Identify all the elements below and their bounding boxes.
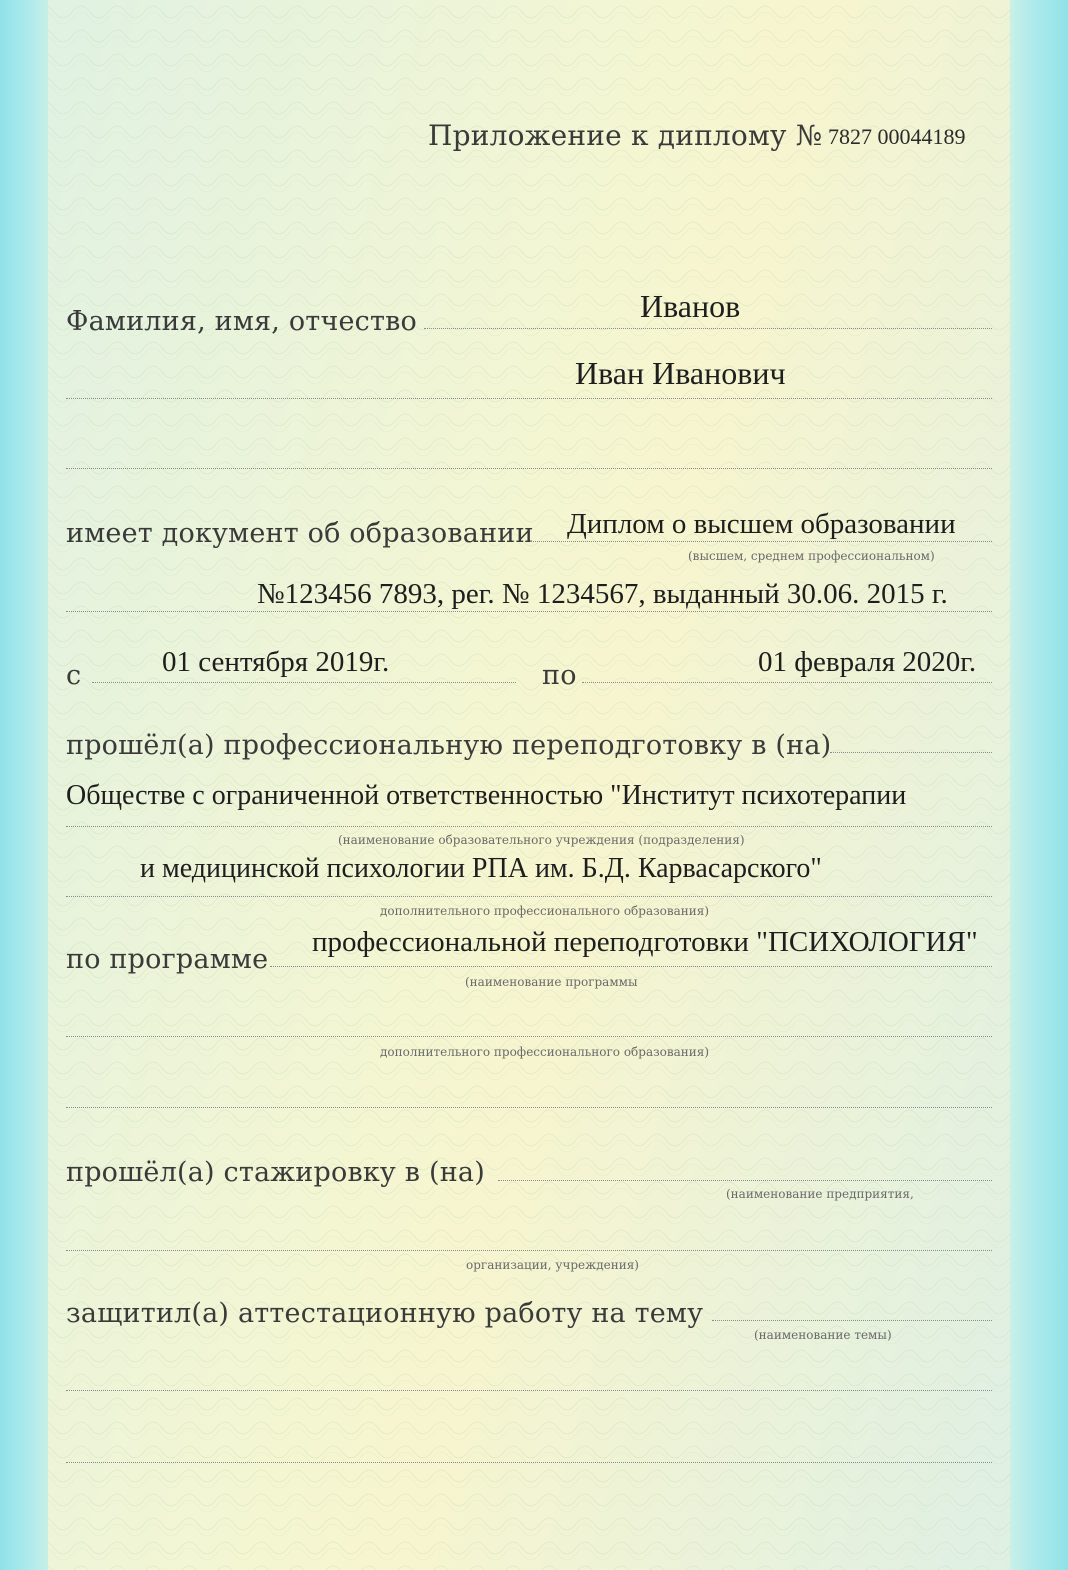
thesis-line-3: [66, 1462, 992, 1463]
program-label: по программе: [66, 944, 269, 975]
education-doc-details: №123456 7893, рег. № 1234567, выданный 30.06. 2015 г.: [257, 578, 948, 610]
program-hint-2: дополнительного профессионального образования): [380, 1045, 710, 1059]
period-from-line: [92, 682, 516, 683]
program-line: [270, 966, 992, 967]
right-decorative-border: [1010, 0, 1068, 1570]
education-level-hint: (высшем, среднем профессиональном): [688, 549, 935, 563]
period-from-label: с: [66, 660, 82, 691]
period-to-value: 01 февраля 2020г.: [758, 646, 977, 678]
program-line-2: [66, 1036, 992, 1037]
internship-hint-2: организации, учреждения): [466, 1258, 639, 1272]
program-line-3: [66, 1107, 992, 1108]
surname-value: Иванов: [640, 288, 741, 324]
period-from-value: 01 сентября 2019г.: [162, 646, 390, 678]
education-doc-line: [530, 541, 992, 542]
period-to-label: по: [542, 660, 577, 691]
institution-line-1: Обществе с ограниченной ответственностью "Институт психотерапии: [66, 780, 907, 811]
institution-hint: (наименование образовательного учреждения (подразделения): [338, 833, 745, 847]
program-value: профессиональной переподготовки "ПСИХОЛОГИЯ": [312, 926, 978, 958]
internship-line-1: [498, 1180, 992, 1181]
supplement-title: Приложение к диплому №: [428, 119, 823, 152]
full-name-label: Фамилия, имя, отчество: [66, 306, 417, 337]
internship-line-2: [66, 1250, 992, 1251]
period-to-line: [582, 682, 992, 683]
diploma-number: 7827 00044189: [828, 124, 966, 149]
thesis-hint: (наименование темы): [754, 1328, 892, 1342]
education-doc-label: имеет документ об образовании: [66, 518, 534, 549]
full-name-line-1: [424, 328, 992, 329]
full-name-line-3: [66, 468, 992, 469]
left-decorative-border: [0, 0, 48, 1570]
thesis-label: защитил(а) аттестационную работу на тему: [66, 1298, 704, 1329]
education-details-line: [66, 611, 992, 612]
institution-line-2-rule: [66, 896, 992, 897]
full-name-line-2: [66, 398, 992, 399]
internship-hint-1: (наименование предприятия,: [726, 1187, 914, 1201]
thesis-line-1: [712, 1320, 992, 1321]
retraining-label-line: [830, 752, 992, 753]
internship-label: прошёл(а) стажировку в (на): [66, 1157, 485, 1188]
thesis-line-2: [66, 1390, 992, 1391]
retraining-label: прошёл(а) профессиональную переподготовку в (на): [66, 730, 832, 761]
program-hint: (наименование программы: [465, 975, 638, 989]
institution-line-2: и медицинской психологии РПА им. Б.Д. Карвасарского": [140, 853, 822, 884]
education-doc-value: Диплом о высшем образовании: [567, 508, 956, 540]
name-patronymic-value: Иван Иванович: [575, 355, 786, 391]
institution-hint-2: дополнительного профессионального образования): [380, 904, 710, 918]
institution-line-1-rule: [66, 826, 992, 827]
